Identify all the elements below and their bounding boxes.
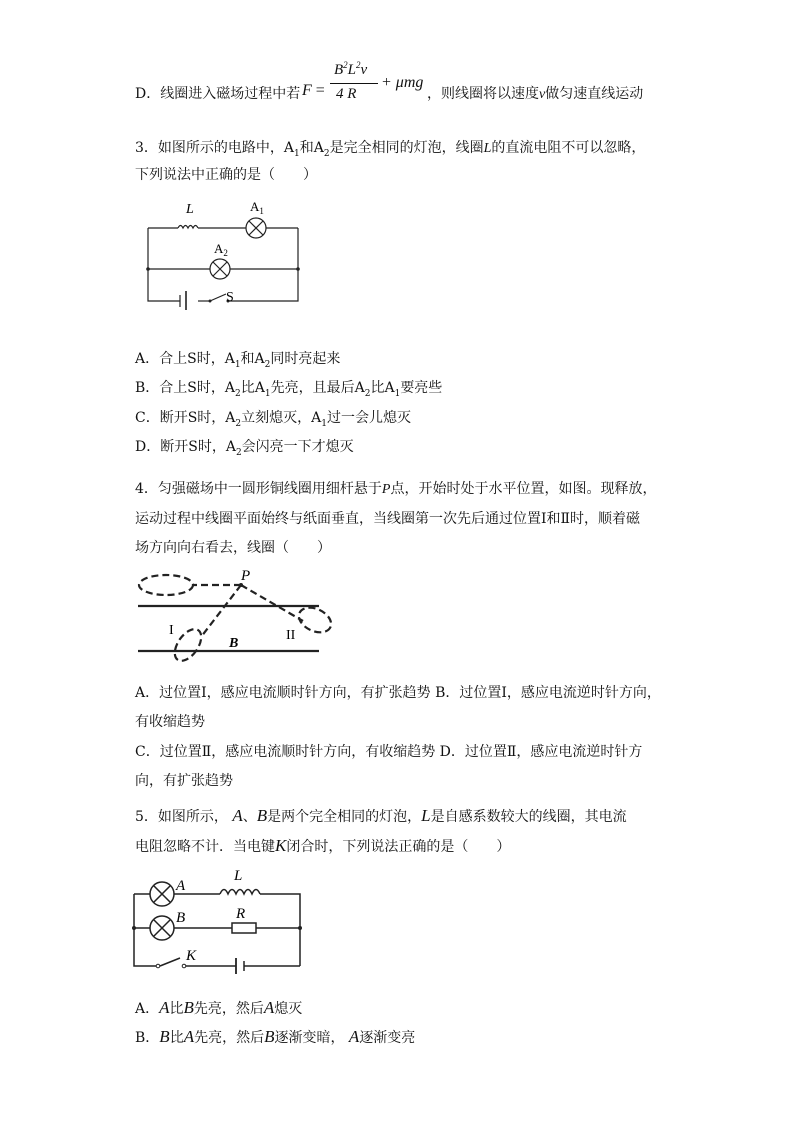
formula-F: F = <box>302 82 325 99</box>
q4-pendulum-diagram <box>133 565 338 665</box>
q4-stem-line1: 4．匀强磁场中一圆形铜线圈用细杆悬于P点，开始时处于水平位置，如图。现释放， <box>135 481 657 497</box>
label-B: B <box>176 910 186 926</box>
label-I: I <box>169 623 174 638</box>
q5-stem-line1: 5．如图所示， A、B是两个完全相同的灯泡，L是自感系数较大的线圈，其电流 <box>135 806 627 825</box>
q4-options-line3: C．过位置Ⅱ，感应电流顺时针方向，有收缩趋势 D．过位置Ⅱ，感应电流逆时针方 <box>135 744 643 760</box>
formula-plus: + μmg <box>381 74 424 91</box>
q5-stem-line2: 电阻忽略不计．当电键K闭合时，下列说法正确的是（ ） <box>135 836 511 855</box>
fraction-numerator: $B^2L^2v$ <box>334 60 368 78</box>
option-d-suffix: ，则线圈将以速度v做匀速直线运动 <box>427 86 644 102</box>
fraction-bar <box>330 83 378 84</box>
label-L: L <box>234 868 243 884</box>
q4-options-line2: 有收缩趋势 <box>135 714 205 730</box>
q3-option-a: A．合上S时，$A_1$和$A_2$同时亮起来 <box>135 351 341 370</box>
q3-option-b: B．合上S时，$A_2$比$A_1$先亮，且最后$A_2$比$A_1$要亮些 <box>135 380 443 399</box>
fraction-denominator: 4 R <box>336 86 357 102</box>
label-R: R <box>236 906 246 922</box>
q5-circuit-diagram <box>128 860 308 975</box>
q4-stem-line2: 运动过程中线圈平面始终与纸面垂直，当线圈第一次先后通过位置Ⅰ和Ⅱ时，顺着磁 <box>135 511 641 527</box>
q4-options-line1: A．过位置Ⅰ，感应电流顺时针方向，有扩张趋势 B．过位置Ⅰ，感应电流逆时针方向， <box>135 685 661 701</box>
label-B: B <box>229 636 239 651</box>
label-K: K <box>186 948 197 964</box>
label-A1: $A_1$ <box>250 199 264 216</box>
label-P: P <box>241 568 251 584</box>
label-A2: $A_2$ <box>214 241 228 258</box>
q4-stem-line3: 场方向向右看去，线圈（ ） <box>135 540 331 556</box>
q3-stem-line2: 下列说法中正确的是（ ） <box>135 167 317 183</box>
option-d-prev <box>135 84 300 104</box>
label-L: L <box>186 202 194 217</box>
q3-stem-line1: 3．如图所示的电路中，$A_1$和$A_2$是完全相同的灯泡，线圈L的直流电阻不可以忽略， <box>135 140 646 159</box>
q3-circuit-diagram <box>140 195 310 310</box>
label-S: S <box>226 290 234 305</box>
q3-option-c: C．断开S时，$A_2$立刻熄灭，$A_1$过一会儿熄灭 <box>135 410 412 429</box>
q3-option-d: D．断开S时，$A_2$会闪亮一下才熄灭 <box>135 439 354 458</box>
q5-option-a: A．A比B先亮，然后A熄灭 <box>135 998 303 1017</box>
q4-options-line4: 向，有扩张趋势 <box>135 773 233 789</box>
q5-option-b: B．B比A先亮，然后B逐渐变暗， A逐渐变亮 <box>135 1027 416 1046</box>
option-d-prefix: D．线圈进入磁场过程中若 <box>135 86 301 102</box>
label-II: II <box>286 628 296 643</box>
label-A: A <box>176 878 186 894</box>
